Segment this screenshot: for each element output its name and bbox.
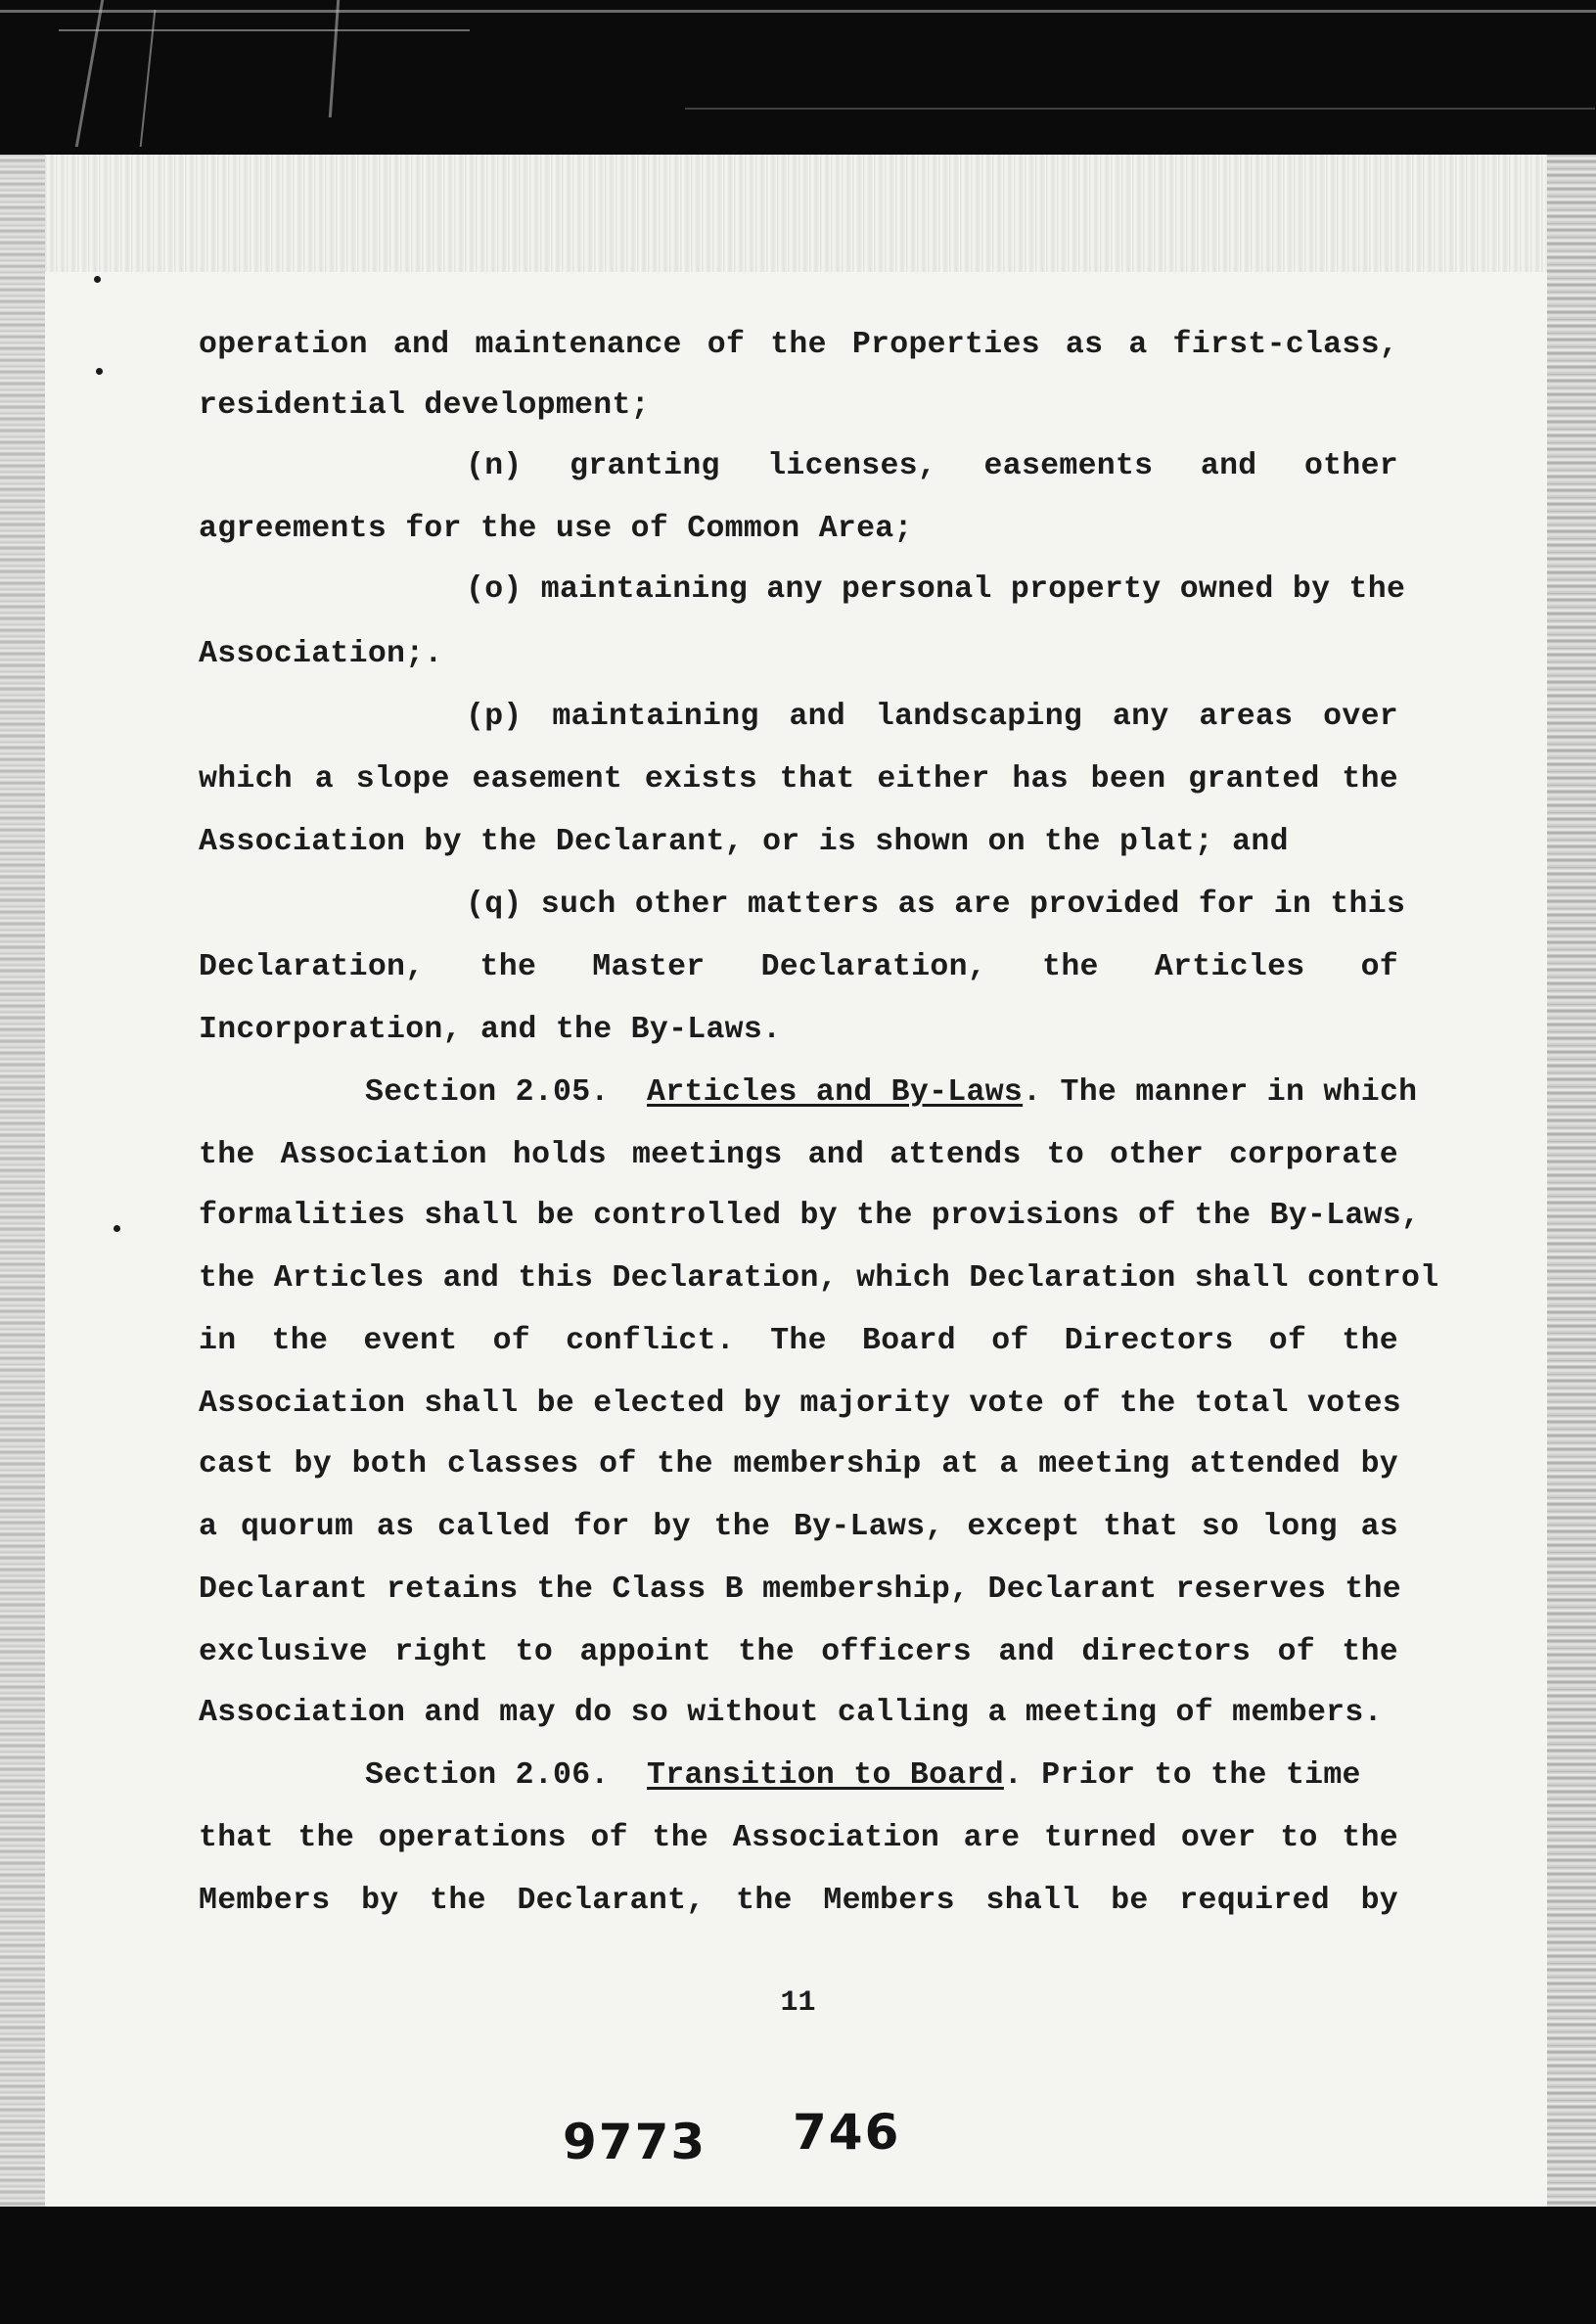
- list-item-q: (q) such other matters as are provided for in this: [466, 888, 1406, 922]
- scan-noise-left: [0, 155, 45, 2207]
- section-text: . The manner in which: [1023, 1075, 1418, 1110]
- scan-noise-right: [1547, 155, 1596, 2207]
- section-heading: Articles and By-Laws: [647, 1075, 1024, 1110]
- text-line: Incorporation, and the By-Laws.: [199, 1013, 782, 1047]
- text-line: operation and maintenance of the Properties as a first-class,: [199, 328, 1398, 362]
- recording-page-number: 746: [793, 2104, 901, 2161]
- speck: [96, 368, 103, 375]
- text-line: Association by the Declarant, or is shown on the plat; and: [199, 825, 1289, 859]
- text-line: Declaration, the Master Declaration, the Articles of: [199, 950, 1398, 984]
- text-line: cast by both classes of the membership at a meeting attended by: [199, 1447, 1398, 1481]
- text-line: Members by the Declarant, the Members shall be required by: [199, 1884, 1398, 1918]
- section-2-06-heading-line: [365, 1754, 1398, 1799]
- list-item-p: (p) maintaining and landscaping any areas over: [466, 700, 1398, 734]
- speck: [94, 276, 101, 283]
- text-line: Declarant retains the Class B membership, Declarant reserves the: [199, 1572, 1401, 1607]
- section-number: Section 2.05.: [365, 1075, 610, 1110]
- text-line: the Association holds meetings and attends to other corporate: [199, 1138, 1398, 1172]
- list-item-o: (o) maintaining any personal property owned by the: [466, 572, 1406, 607]
- text-line: agreements for the use of Common Area;: [199, 512, 913, 546]
- text-line: residential development;: [199, 388, 650, 423]
- page-number: 11: [780, 1986, 816, 2020]
- section-number: Section 2.06.: [365, 1758, 610, 1793]
- list-item-n: (n) granting licenses, easements and other: [466, 449, 1398, 483]
- section-2-05-heading-line: [365, 1071, 1418, 1116]
- text-line: Association and may do so without calling a meeting of members.: [199, 1696, 1383, 1730]
- section-text: . Prior to the time: [1003, 1758, 1361, 1793]
- text-line: that the operations of the Association are turned over to the: [199, 1821, 1398, 1855]
- speck: [114, 1225, 120, 1232]
- text-line: in the event of conflict. The Board of Directors of the: [199, 1324, 1398, 1358]
- section-heading: Transition to Board: [647, 1758, 1004, 1793]
- text-line: a quorum as called for by the By-Laws, except that so long as: [199, 1510, 1398, 1544]
- recording-book-number: 9773: [563, 2114, 707, 2170]
- text-line: exclusive right to appoint the officers and directors of the: [199, 1635, 1398, 1669]
- text-line: which a slope easement exists that either has been granted the: [199, 762, 1398, 797]
- scan-top-border: [0, 0, 1596, 155]
- scan-bottom-border: [0, 2207, 1596, 2324]
- text-line: Association;.: [199, 637, 443, 671]
- text-line: the Articles and this Declaration, which Declaration shall control: [199, 1261, 1439, 1296]
- scan-noise-top: [45, 155, 1547, 272]
- text-line: Association shall be elected by majority vote of the total votes: [199, 1387, 1401, 1421]
- text-line: formalities shall be controlled by the provisions of the By-Laws,: [199, 1199, 1421, 1233]
